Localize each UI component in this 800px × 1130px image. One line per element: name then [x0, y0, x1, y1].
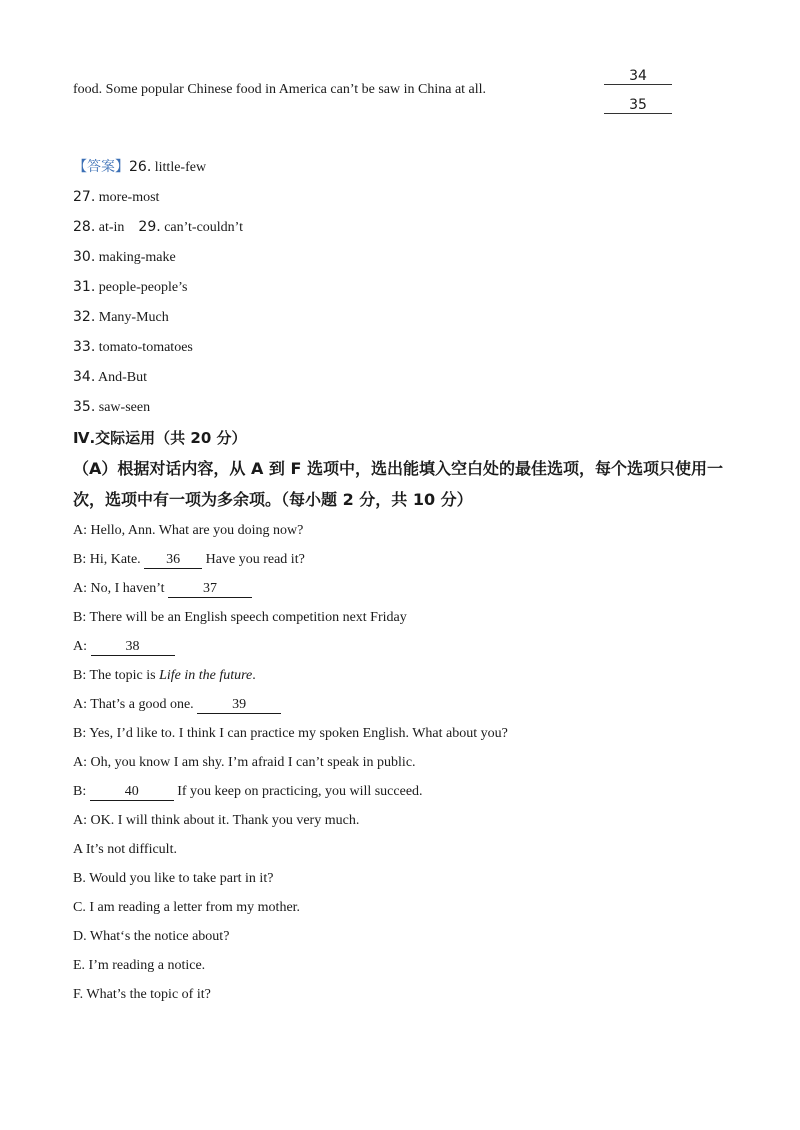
- option-b: B. Would you like to take part in it?: [73, 871, 274, 886]
- dialogue-text: That’s a good one.: [87, 697, 198, 712]
- answer-text: Many-Much: [98, 310, 169, 325]
- blank-40: 40: [90, 784, 174, 801]
- answer-text: And-But: [98, 370, 147, 385]
- dialogue-line-6: B: The topic is Life in the future.: [73, 668, 256, 683]
- topic-title: Life in the future: [159, 668, 253, 683]
- answer-line-33: [73, 338, 193, 357]
- speaker: A:: [73, 813, 87, 828]
- answer-text: making-make: [98, 250, 176, 265]
- dialogue-text: Have you read it?: [202, 552, 305, 567]
- answer-line-35: [73, 398, 150, 417]
- dialogue-text: Hello, Ann. What are you doing now?: [87, 523, 304, 538]
- margin-blank-34: 34: [604, 68, 672, 85]
- answer-number: 32.: [73, 309, 96, 325]
- dialogue-text: No, I haven’t: [87, 581, 168, 596]
- margin-blank-35: 35: [604, 97, 672, 114]
- answer-number: 30.: [73, 249, 96, 265]
- option-c: C. I am reading a letter from my mother.: [73, 900, 301, 915]
- speaker: A:: [73, 755, 87, 770]
- answer-line-32: [73, 308, 169, 327]
- answer-number: 26.: [129, 159, 152, 175]
- dialogue-line-3: [73, 580, 252, 598]
- dialogue-text: If you keep on practicing, you will succeed.: [173, 784, 423, 799]
- answer-line-31: [73, 278, 187, 297]
- dialogue-line-7: [73, 696, 281, 714]
- speaker: B:: [73, 610, 87, 625]
- answer-line-34: [73, 368, 147, 387]
- dialogue-text: Yes, I’d like to. I think I can practice my spoken English. What about you?: [86, 726, 508, 741]
- blank-37: 37: [168, 581, 252, 598]
- blank-36: 36: [144, 552, 202, 569]
- section-title: Ⅳ.交际运用（共 20 分）: [73, 429, 247, 447]
- answer-tag: 【答案】: [73, 159, 129, 175]
- answer-text: tomato-tomatoes: [98, 340, 193, 355]
- answer-number: 33.: [73, 339, 96, 355]
- dialogue-line-8: [73, 725, 508, 743]
- option-e: E. I’m reading a notice.: [73, 958, 206, 973]
- dialogue-text: Oh, you know I am shy. I’m afraid I can’t speak in public.: [87, 755, 416, 770]
- answer-number: 31.: [73, 279, 96, 295]
- speaker: A:: [73, 697, 87, 712]
- speaker: A:: [73, 639, 87, 654]
- speaker: B:: [73, 784, 87, 799]
- dialogue-line-10: [73, 783, 423, 801]
- option-a: A It’s not difficult.: [73, 842, 177, 857]
- dialogue-text: There will be an English speech competition next Friday: [86, 610, 407, 625]
- section-instruction-line-2: 次，选项中有一项为多余项。（每小题 2 分，共 10 分）: [73, 490, 473, 509]
- dialogue-text: Hi, Kate.: [86, 552, 145, 567]
- dialogue-line-4: [73, 609, 407, 627]
- speaker: B:: [73, 726, 87, 741]
- answer-line-26: [73, 158, 206, 177]
- answer-number: 29.: [138, 219, 161, 235]
- option-d: D. What‘s the notice about?: [73, 929, 230, 944]
- passage-last-line: food. Some popular Chinese food in America can’t be saw in China at all.: [73, 82, 487, 97]
- answer-text: little-few: [154, 160, 207, 175]
- option-f: F. What’s the topic of it?: [73, 987, 211, 1002]
- speaker: B:: [73, 668, 87, 683]
- answer-text: can’t-couldn’t: [164, 220, 243, 235]
- section-instruction-line-1: （A）根据对话内容，从 A 到 F 选项中，选出能填入空白处的最佳选项，每个选项只使用一: [73, 459, 723, 478]
- dialogue-text: The topic is: [86, 668, 160, 683]
- blank-38: 38: [91, 639, 175, 656]
- dialogue-line-5: [73, 638, 175, 656]
- answer-line-30: [73, 248, 176, 267]
- answer-text: saw-seen: [98, 400, 151, 415]
- speaker: A:: [73, 523, 87, 538]
- blank-39: 39: [197, 697, 281, 714]
- answer-number: 34.: [73, 369, 96, 385]
- answer-text: at-in: [98, 220, 125, 235]
- answer-number: 27.: [73, 189, 96, 205]
- dialogue-line-11: [73, 812, 359, 830]
- answer-line-27: [73, 188, 159, 207]
- dialogue-line-9: [73, 754, 416, 772]
- dialogue-line-2: [73, 551, 305, 569]
- speaker: A:: [73, 581, 87, 596]
- answer-line-28-29: [73, 218, 243, 237]
- answer-number: 35.: [73, 399, 96, 415]
- dialogue-line-1: [73, 522, 303, 540]
- answer-text: more-most: [98, 190, 160, 205]
- dialogue-text: OK. I will think about it. Thank you very much.: [87, 813, 360, 828]
- answer-number: 28.: [73, 219, 96, 235]
- answer-text: people-people’s: [98, 280, 188, 295]
- speaker: B:: [73, 552, 87, 567]
